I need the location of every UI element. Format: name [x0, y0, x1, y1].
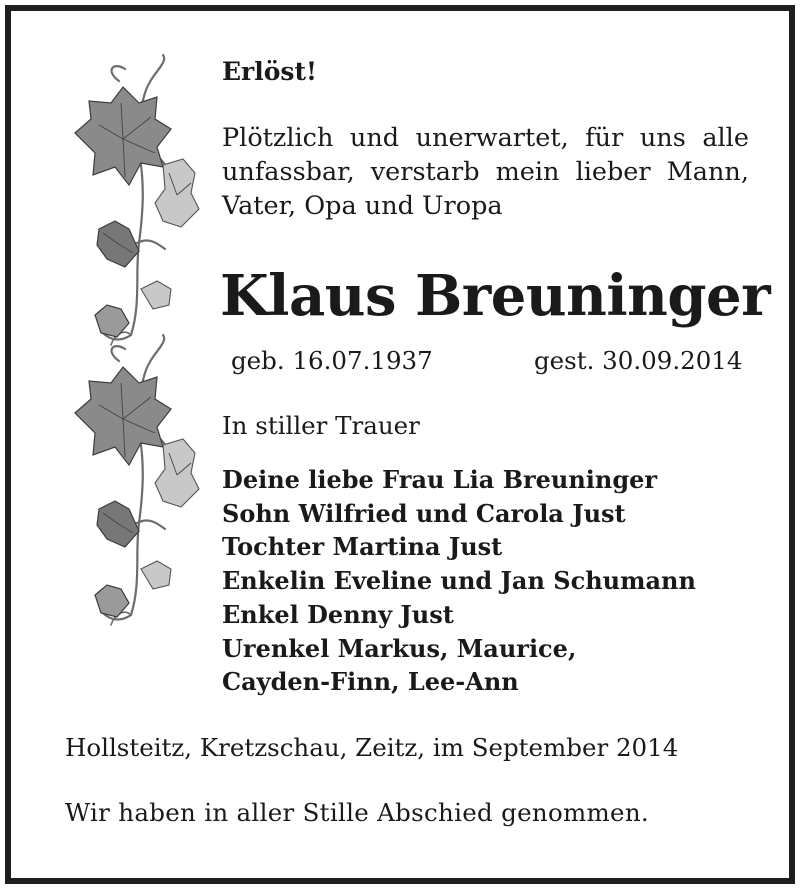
- family-member: Tochter Martina Just: [222, 532, 503, 562]
- heading: Erlöst!: [222, 57, 317, 86]
- intro-word: Plötzlich: [222, 123, 334, 153]
- intro-word: Mann,: [666, 157, 749, 187]
- farewell-line: Wir haben in aller Stille Abschied genommen.: [65, 798, 650, 827]
- family-member: Deine liebe Frau Lia Breuninger: [222, 465, 658, 494]
- family-member: Cayden-Finn, Lee-Ann: [222, 667, 519, 697]
- family-member: Enkelin Eveline und Jan Schumann: [222, 566, 696, 596]
- intro-word: alle: [702, 123, 749, 153]
- intro-line: [222, 189, 749, 223]
- intro-word: Vater,: [222, 191, 297, 221]
- place-date: Hollsteitz, Kretzschau, Zeitz, im September 2014: [65, 733, 679, 762]
- grapevine-leaf-icon: [59, 333, 209, 633]
- intro-word: unfassbar,: [222, 157, 355, 187]
- family-member: Enkel Denny Just: [222, 599, 454, 629]
- intro-word: uns: [639, 123, 686, 153]
- intro-line: [222, 155, 749, 189]
- family-member: Urenkel Markus, Maurice,: [222, 633, 577, 663]
- family-member: Sohn Wilfried und Carola Just: [222, 498, 626, 528]
- intro-word: für: [585, 123, 624, 153]
- grapevine-leaf-icon: [59, 53, 209, 353]
- intro-word: Opa: [304, 191, 357, 221]
- death-date: gest. 30.09.2014: [534, 346, 743, 375]
- mourning-line: In stiller Trauer: [222, 411, 420, 440]
- intro-word: verstarb: [370, 157, 480, 187]
- intro-line: [222, 121, 749, 155]
- intro-word: und: [349, 123, 400, 153]
- birth-date: geb. 16.07.1937: [231, 346, 433, 375]
- obituary-notice: [5, 5, 795, 884]
- intro-word: und: [364, 191, 414, 221]
- family-list: [222, 463, 696, 699]
- intro-word: mein: [495, 157, 560, 187]
- intro-word: lieber: [575, 157, 651, 187]
- intro-word: unerwartet,: [415, 123, 569, 153]
- intro-word: Uropa: [422, 191, 503, 221]
- deceased-name: Klaus Breuninger: [220, 263, 771, 329]
- intro-text: [222, 121, 749, 223]
